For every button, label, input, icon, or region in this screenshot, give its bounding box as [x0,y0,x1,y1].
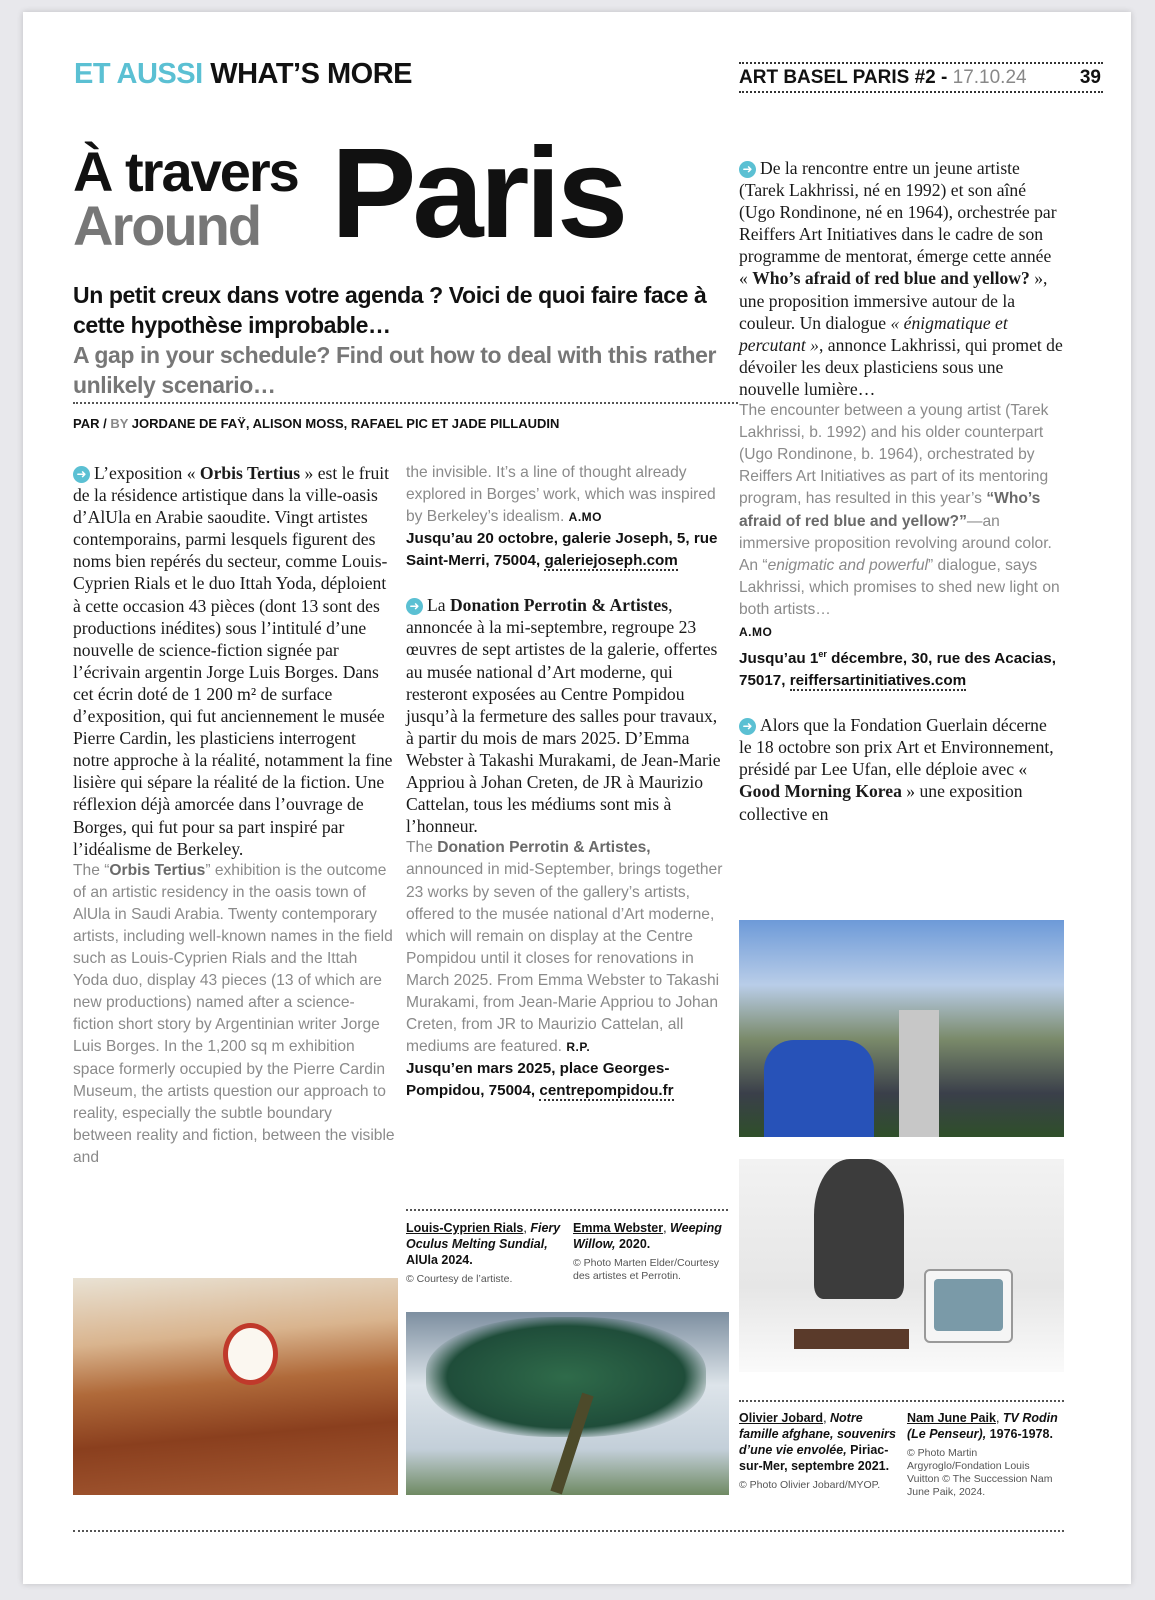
caption-work: Fiery Oculus Melting Sundial, [406,1221,561,1251]
byline [73,402,738,431]
author-signature: A.MO [568,510,603,525]
caption-work: Weeping Willow, [573,1221,722,1251]
artwork-image-willow [406,1312,729,1495]
ordinal: er [818,649,827,660]
caption-rule [406,1209,728,1211]
text: the invisible. It’s a line of thought already explored in Borges’ work, which was inspired by Berkeley’s idealism. [406,464,716,526]
byline-authors: JORDANE DE FAŸ, ALISON MOSS, RAFAEL PIC ET JADE PILLAUDIN [131,416,560,431]
caption-credit: © Photo Martin Argyroglo/Fondation Louis Vuitton © The Succession Nam June Paik, 2024. [907,1447,1053,1498]
column-2 [406,462,728,1102]
magazine-page [23,12,1131,1584]
article-en-continued [406,462,728,528]
arrow-right-circle-icon: ➜ [73,466,90,483]
caption-artist: Louis-Cyprien Rials [406,1221,524,1235]
event-info [406,1058,728,1102]
exhibition-name: Good Morning Korea [739,781,902,802]
event-info [406,528,728,572]
title-fr: À travers [73,140,298,203]
exhibition-name: Donation Perrotin & Artistes [449,595,669,616]
text: Jusqu’en mars 2025, place Georges-Pompidou, 75004, [406,1060,670,1100]
caption-paik: Nam June Paik, TV Rodin (Le Penseur), 1976-1978. © Photo Martin Argyroglo/Fondation Louis Vuitton © The Succession Nam June Paik, 2024. [907,1410,1064,1499]
event-info [739,643,1063,692]
photo-family [739,920,1064,1137]
caption-credit: © Photo Olivier Jobard/MYOP. [739,1479,881,1491]
caption-meta: 2020. [618,1237,651,1251]
exhibition-name-en: “Who’s afraid of red blue and yellow?” [739,490,1041,530]
kicker-en: WHAT’S MORE [210,58,413,90]
caption-meta: AlUla 2024. [406,1253,473,1267]
title-en: Around [73,194,261,257]
article-fr [73,462,395,860]
issue-title: ART BASEL PARIS #2 - [739,67,948,88]
arrow-right-circle-icon: ➜ [739,161,756,178]
text: The [406,839,438,857]
column-3 [739,157,1063,825]
text: —an immersive proposition revolving around color. An “ [739,512,1052,574]
caption-artist: Emma Webster [573,1221,664,1235]
article-orbis-tertius [73,462,395,1169]
section-kicker [74,58,412,91]
text: La [427,595,450,616]
article-en [406,837,728,1058]
article-en [739,400,1063,621]
article-fr [739,714,1063,824]
quote: enigmatic and powerful [767,556,928,574]
text: announced in mid-September, brings together 23 works by seven of the gallery’s artists, offered to the musée national d’Art moderne, which will remain on display at the Centre Pompidou until it closes for renovations in March 2025. From Emma Webster to Takashi Murakami, from Jean-Marie Appriou to Johan Creten, from JR to Maurizio Cattelan, all mediums are featured. [406,861,723,1056]
caption-credit: © Photo Marten Elder/Courtesy des artistes et Perrotin. [573,1257,720,1282]
text: , annonce Lakhrissi, qui promet de dévoiler les deux plasticiens sous une nouvelle lumière… [739,334,1063,399]
caption-meta: 1976-1978. [989,1427,1053,1441]
artwork-image-desert [73,1278,398,1495]
caption-artist: Olivier Jobard [739,1411,824,1425]
issue-header [739,62,1103,93]
caption-work: TV Rodin (Le Penseur), [907,1411,1058,1441]
caption-credit: © Courtesy de l’artiste. [406,1273,513,1285]
article-fr [739,157,1063,400]
byline-par: PAR / [73,416,107,431]
website-link[interactable]: centrepompidou.fr [539,1082,674,1100]
exhibition-name-en: Orbis Tertius [109,861,206,879]
caption-meta: Piriac-sur-Mer, septembre 2021. [739,1443,890,1473]
text: » est le fruit de la résidence artistique dans la ville-oasis d’AlUla en Arabie saoudite. Vingt artistes contemporains, parmi lesquels figurent des noms bien repérés du secteur, comme Louis-Cyprien Rials et le duo Ittah Yoda, déploient à cette occasion 43 pièces (dont 13 sont des productions inédites) sous l’intitulé d’une nouvelle de science-fiction signée par l’écrivain argentin Jorge Luis Borges. Dans cet écrin doté de 1 200 m² de surface d’exposition, qui fut anciennement le musée Pierre Cardin, les plasticiens interrogent notre approche à la réalité, notamment la fine lisière qui sépare la réalité de la fiction. Une réflexion déjà amorcée dans l’ouvrage de Borges, qui fut pour sa part inspiré par l’idéalisme de Berkeley. [73,463,393,859]
arrow-right-circle-icon: ➜ [739,718,756,735]
kicker-fr: ET AUSSI [74,58,203,90]
text: Jusqu’au 20 octobre, galerie Joseph, 5, rue Saint-Merri, 75004, [406,530,718,570]
author-signature: R.P. [566,1040,591,1055]
caption-rule [739,1400,1064,1402]
caption-rials: Louis-Cyprien Rials, Fiery Oculus Melting Sundial, AlUla 2024. © Courtesy de l’artiste. [406,1220,566,1286]
text: De la rencontre entre un jeune artiste (Tarek Lakhrissi, né en 1992) et son aîné (Ugo Rondinone, né en 1964), orchestrée par Reiffers Art Initiatives dans le cadre de son programme de mentorat, émerge cette année « [739,158,1057,289]
photo-tv-rodin [739,1159,1064,1372]
standfirst-en: A gap in your schedule? Find out how to deal with this rather unlikely scenario… [73,342,717,398]
exhibition-name-en: Donation Perrotin & Artistes, [437,839,651,857]
text: ” exhibition is the outcome of an artistic residency in the oasis town of AlUla in Saudi Arabia. Twenty contemporary artists, including well-known names in the field such as Louis-Cyprien Rials and the Ittah Yoda duo, display 43 pieces (13 of which are new productions) named after a science-fiction short story by Argentinian writer Jorge Luis Borges. In the 1,200 sq m exhibition space formerly occupied by the Pierre Cardin Museum, the artists question our approach to reality, especially the subtle boundary between reality and fiction, between the visible and [73,861,395,1166]
website-link[interactable]: reiffersartinitiatives.com [789,672,967,690]
caption-work: Notre famille afghane, souvenirs d’une vie envolée, [739,1411,896,1457]
page-number: 39 [1079,67,1101,88]
website-link[interactable]: galeriejoseph.com [544,552,678,570]
text: », une proposition immersive autour de la couleur. Un dialogue [739,268,1048,333]
standfirst [73,280,733,400]
caption-jobard: Olivier Jobard, Notre famille afghane, souvenirs d’une vie envolée, Piriac-sur-Mer, septembre 2021. © Photo Olivier Jobard/MYOP. [739,1410,899,1492]
author-signature: A.MO [739,624,773,639]
text: ” dialogue, says Lakhrissi, which promises to shed new light on both artists… [739,556,1060,618]
article-en [73,860,395,1169]
title-paris: Paris [331,122,625,265]
text: The “ [73,861,110,879]
byline-by: BY [110,416,129,431]
text: L’exposition « [94,463,200,483]
text: , annoncée à la mi-septembre, regroupe 23 œuvres de sept artistes de la galerie, offertes au musée national d’Art moderne, qui resteront exposées au Centre Pompidou jusqu’à la fermeture des salles pour travaux, à partir du mois de mars 2025. D’Emma Webster à Takashi Murakami, de Jean-Marie Appriou à Johan Creten, de JR à Maurizio Cattelan, tous les médiums sont mis à l’honneur. [406,595,721,837]
quote: « énigmatique et percutant » [739,312,1008,355]
footer-rule [73,1530,1064,1532]
text: » une exposition collective en [739,781,1023,824]
exhibition-name: Orbis Tertius [199,463,301,483]
standfirst-fr: Un petit creux dans votre agenda ? Voici de quoi faire face à cette hypothèse improbable… [73,282,707,338]
issue-date: 17.10.24 [952,67,1027,88]
exhibition-name: Who’s afraid of red blue and yellow? [752,268,1030,289]
text: décembre, 30, rue des Acacias, 75017, [739,650,1056,690]
text: Jusqu’au 1 [739,650,819,668]
caption-webster: Emma Webster, Weeping Willow, 2020. © Photo Marten Elder/Courtesy des artistes et Perrotin. [573,1220,728,1283]
text: The encounter between a young artist (Tarek Lakhrissi, b. 1992) and his older counterpart (Ugo Rondinone, b. 1964), orchestrated by Reiffers Art Initiatives as part of its mentoring program, has resulted in this year’s [739,402,1049,508]
arrow-right-circle-icon: ➜ [406,598,423,615]
text: Alors que la Fondation Guerlain décerne le 18 octobre son prix Art et Environnement, présidé par Lee Ufan, elle déploie avec « [739,715,1054,780]
caption-artist: Nam June Paik [907,1411,996,1425]
article-fr [406,594,728,837]
